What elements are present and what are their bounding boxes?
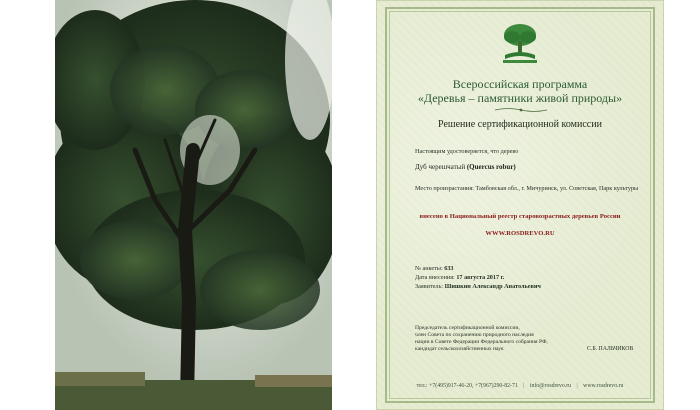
applicant-line — [415, 283, 541, 290]
applicant-label: Заявитель: — [415, 283, 444, 290]
certify-text: Настоящим удостоверяется, что дерево — [415, 148, 519, 155]
chair-block — [415, 325, 548, 353]
website-text: WWW.ROSDREVO.RU — [485, 230, 555, 237]
date-line — [415, 274, 504, 281]
program-title-line1: Всероссийская программа — [452, 77, 588, 91]
location-label: Место произрастания: — [415, 185, 474, 192]
chair-line-2: член Совета по сохранению природного наследия — [415, 332, 534, 338]
footer-separator: | — [576, 383, 578, 389]
certificate-footer — [377, 383, 663, 389]
oak-tree-illustration — [55, 0, 332, 410]
date-value: 17 августа 2017 г. — [456, 274, 505, 281]
tree-logo-icon — [497, 21, 543, 65]
chair-line-1: Председатель сертификационной комиссии, — [415, 325, 520, 331]
date-label: Дата внесения: — [415, 274, 455, 281]
program-title-line2: «Деревья – памятники живой природы» — [417, 91, 623, 105]
signer-name: С.Б. ПАЛЬЧИКОВ — [587, 346, 634, 352]
tree-photo — [55, 0, 332, 410]
decision-heading: Решение сертификационной комиссии — [438, 119, 602, 130]
species-latin: (Quercus robur) — [466, 163, 516, 171]
registry-text: внесено в Национальный реестр старовозрастных деревьев России — [419, 213, 621, 220]
ornament-divider-icon — [495, 107, 547, 113]
form-number-label: № анкеты: — [415, 265, 443, 272]
chair-line-4: кандидат сельскохозяйственных наук — [415, 346, 504, 352]
applicant-value: Шишкин Александр Анатольевич — [444, 283, 541, 290]
footer-phone: тел.: +7(495)917-46-20, +7(967)290-82-71 — [416, 383, 518, 389]
species-line — [415, 163, 516, 171]
footer-email: info@rosdrevo.ru — [529, 383, 572, 389]
location-value: Тамбовская обл., г. Мичуринск, ул. Советская, Парк культуры — [475, 185, 639, 192]
program-title — [377, 77, 663, 105]
chair-line-3: нации в Совете Федерации Федерального собрания РФ, — [415, 339, 548, 345]
footer-site: www.rosdrevo.ru — [583, 383, 624, 389]
location-line — [415, 185, 638, 192]
form-number-line — [415, 265, 454, 272]
form-number-value: 633 — [444, 265, 454, 272]
certificate — [376, 0, 664, 410]
species-name: Дуб черешчатый — [415, 163, 466, 171]
footer-separator: | — [523, 383, 525, 389]
